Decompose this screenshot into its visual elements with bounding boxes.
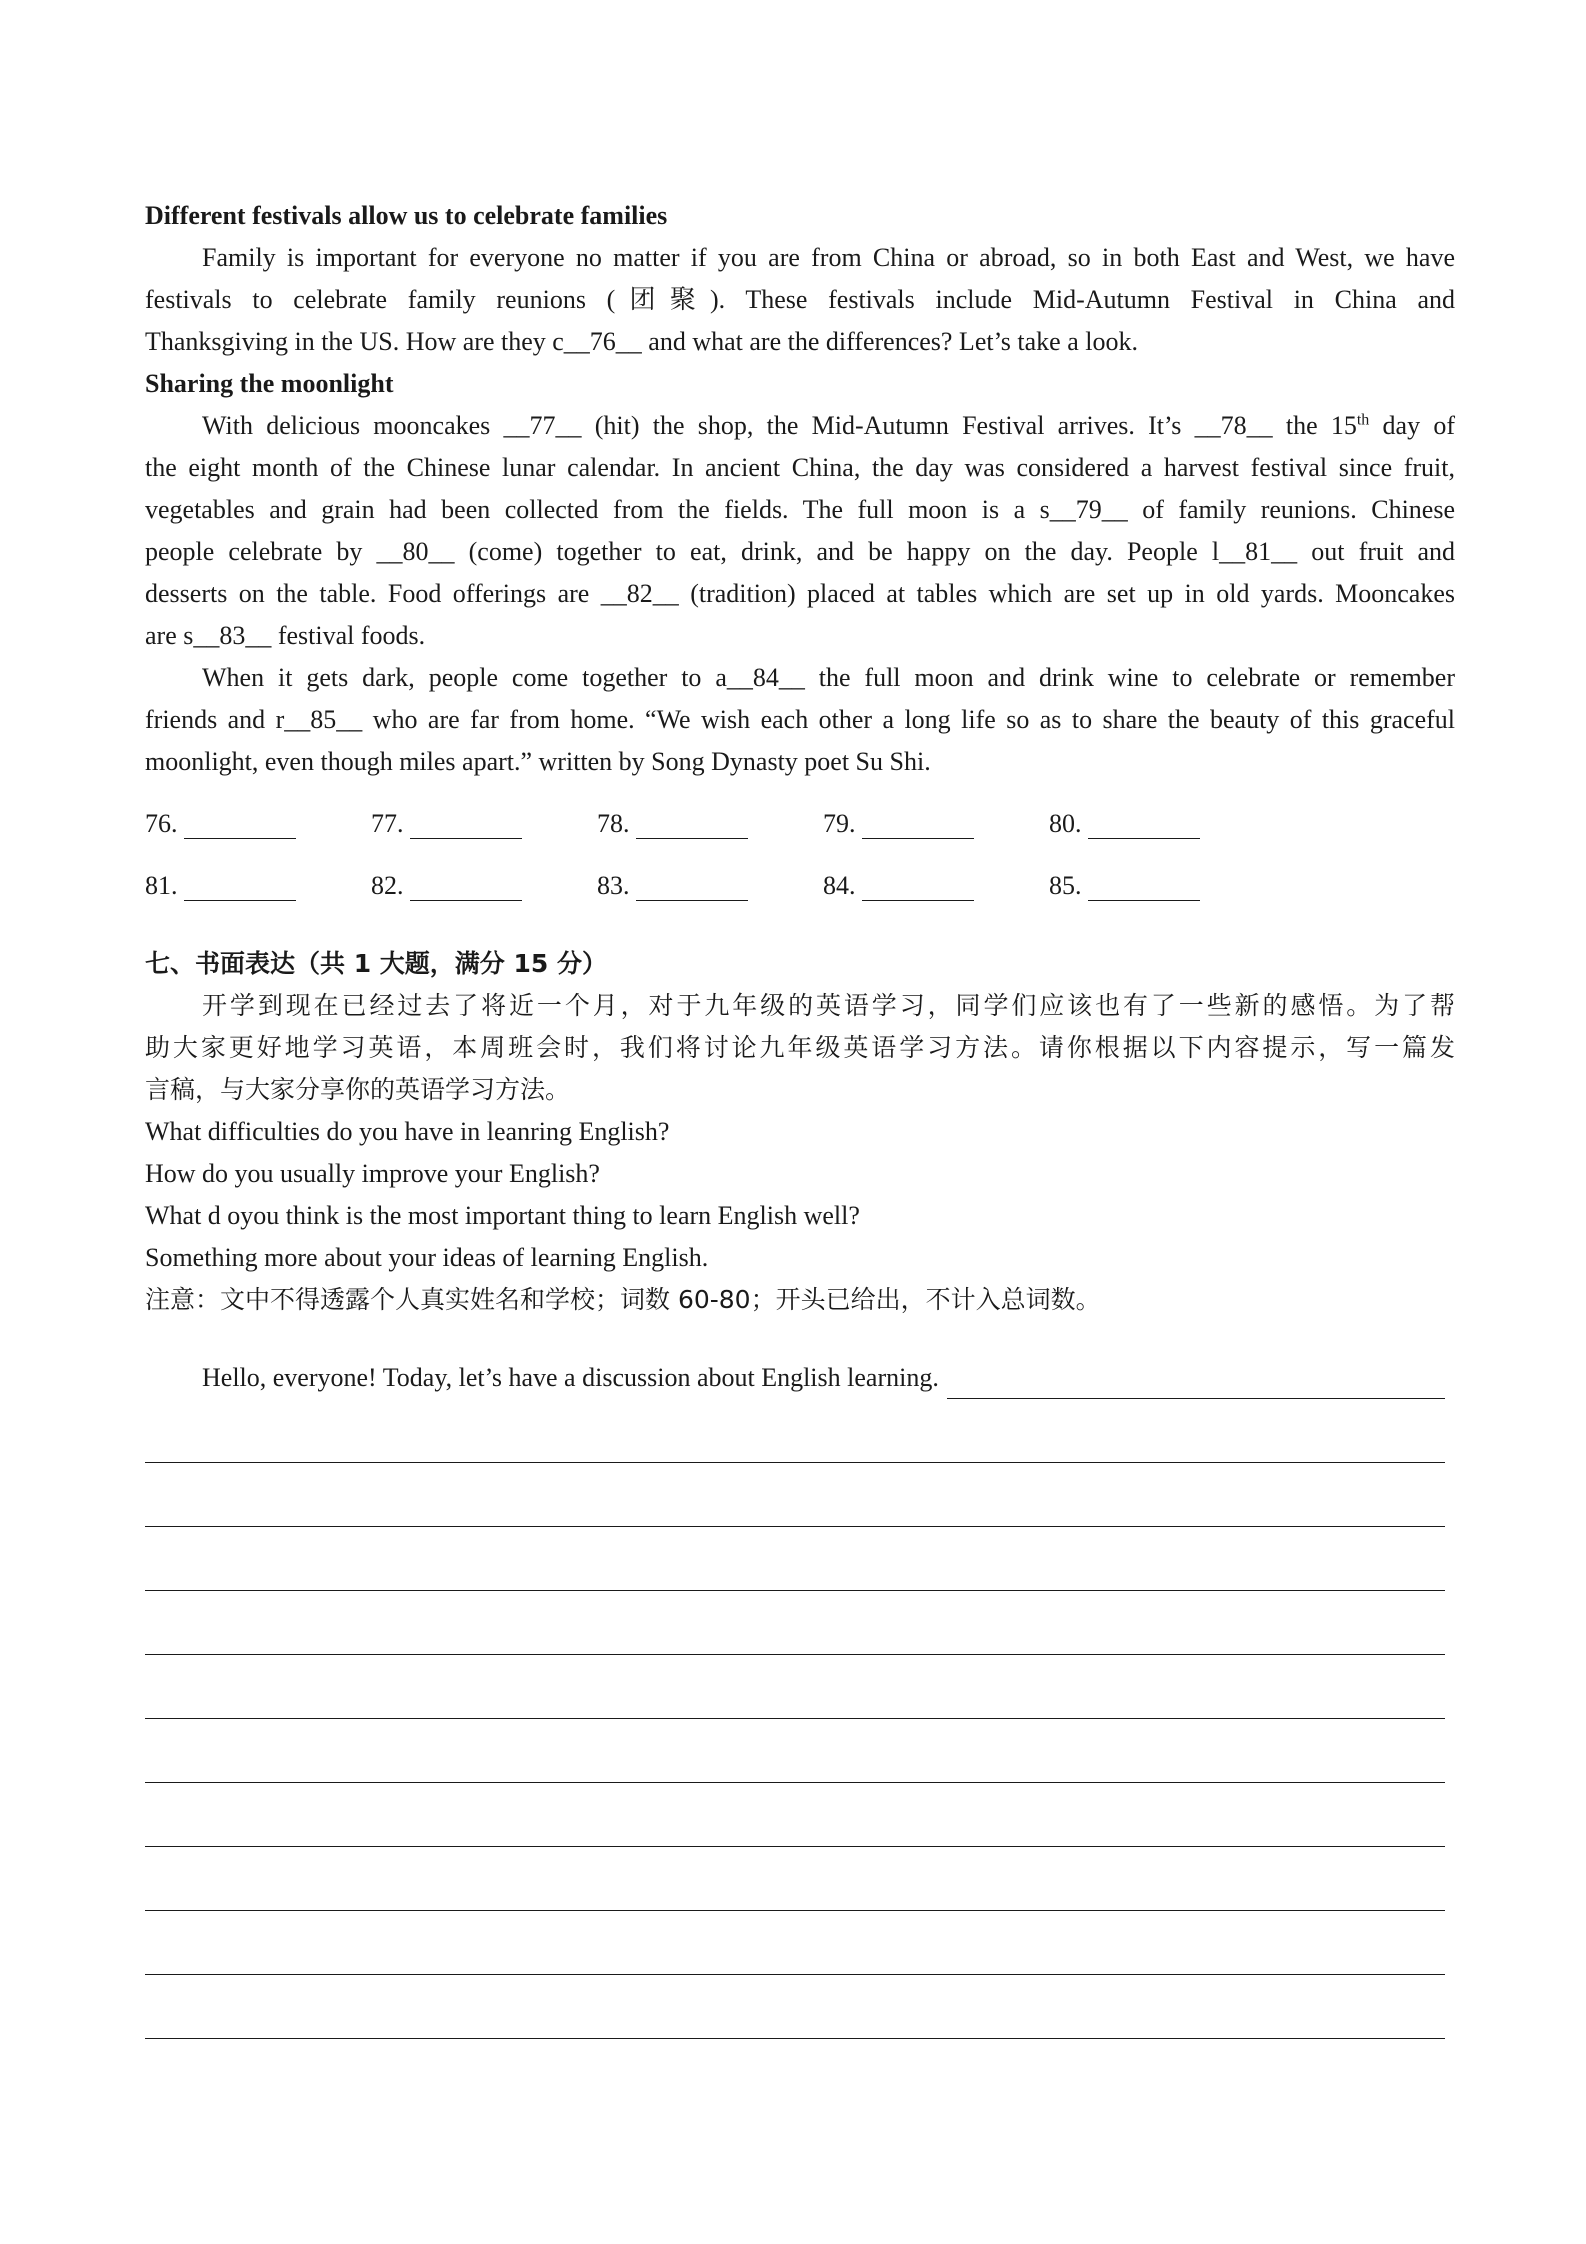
writing-line[interactable]	[145, 1399, 1445, 1463]
answer-item[interactable]	[371, 809, 597, 839]
section-7-title: 七、书面表达（共 1 大题，满分 15 分）	[145, 949, 608, 978]
passage-p2-line-1	[145, 405, 1455, 447]
passage-p2-line-5: desserts on the table. Food offerings are __82__ (tradition) placed at tables which are set up in old yards. Mooncakes	[145, 579, 1455, 608]
writing-line[interactable]	[145, 1655, 1445, 1719]
passage-p2-line-2: the eight month of the Chinese lunar calendar. In ancient China, the day was considered a harvest festival since fruit,	[145, 453, 1455, 482]
answer-number: 80.	[1049, 809, 1082, 838]
answer-item[interactable]	[597, 809, 823, 839]
answer-row	[145, 855, 1455, 917]
prompt-4: Something more about your ideas of learning English.	[145, 1243, 709, 1272]
passage-p1-line-3: Thanksgiving in the US. How are they c__76__ and what are the differences? Let’s take a look.	[145, 327, 1138, 356]
prompt-3: What d oyou think is the most important thing to learn English well?	[145, 1201, 860, 1230]
answer-blank[interactable]	[636, 878, 748, 901]
answer-item[interactable]	[823, 871, 1049, 901]
passage-p3-line-1: When it gets dark, people come together to a__84__ the full moon and drink wine to celebrate or remember	[202, 663, 1455, 692]
writing-line[interactable]	[145, 1975, 1445, 2039]
answer-number: 79.	[823, 809, 856, 838]
answer-blank[interactable]	[410, 816, 522, 839]
writing-line[interactable]	[145, 1527, 1445, 1591]
answer-blank[interactable]	[862, 878, 974, 901]
writing-line[interactable]	[145, 1911, 1445, 1975]
passage-p1-line-1: Family is important for everyone no matter if you are from China or abroad, so in both East and West, we have	[202, 243, 1455, 272]
answer-blanks	[145, 793, 1455, 917]
passage-p2-line-6: are s__83__ festival foods.	[145, 621, 426, 650]
writing-opening-row	[145, 1357, 1455, 1399]
answer-item[interactable]	[371, 871, 597, 901]
passage-p3-line-3: moonlight, even though miles apart.” written by Song Dynasty poet Su Shi.	[145, 747, 931, 776]
prompt-1: What difficulties do you have in leanring English?	[145, 1117, 670, 1146]
answer-blank[interactable]	[862, 816, 974, 839]
answer-number: 82.	[371, 871, 404, 900]
writing-line[interactable]	[145, 1591, 1445, 1655]
answer-blank[interactable]	[410, 878, 522, 901]
p2-line1-before: With delicious mooncakes __77__ (hit) the shop, the Mid-Autumn Festival arrives. It’s __78__ the 15	[202, 411, 1357, 440]
answer-item[interactable]	[597, 871, 823, 901]
passage-p3-line-2: friends and r__85__ who are far from home. “We wish each other a long life so as to share the beauty of this graceful	[145, 705, 1455, 734]
writing-line[interactable]	[145, 1719, 1445, 1783]
writing-line[interactable]	[145, 1847, 1445, 1911]
passage-title: Different festivals allow us to celebrate families	[145, 201, 668, 230]
answer-item[interactable]	[1049, 871, 1275, 901]
answer-item[interactable]	[145, 871, 371, 901]
passage-p1-line-2: festivals to celebrate family reunions (团聚). These festivals include Mid-Autumn Festival in China and	[145, 285, 1455, 314]
answer-number: 76.	[145, 809, 178, 838]
passage-p2-line-4: people celebrate by __80__ (come) together to eat, drink, and be happy on the day. People l__81__ out fruit and	[145, 537, 1455, 566]
writing-note: 注意：文中不得透露个人真实姓名和学校；词数 60-80；开头已给出，不计入总词数。	[145, 1285, 1101, 1314]
answer-row	[145, 793, 1455, 855]
p2-line1-after: day of	[1369, 411, 1455, 440]
answer-number: 77.	[371, 809, 404, 838]
section-7-intro-line-1: 开学到现在已经过去了将近一个月，对于九年级的英语学习，同学们应该也有了一些新的感悟。为了帮	[202, 991, 1455, 1020]
answer-item[interactable]	[1049, 809, 1275, 839]
answer-item[interactable]	[823, 809, 1049, 839]
answer-number: 78.	[597, 809, 630, 838]
answer-number: 81.	[145, 871, 178, 900]
answer-number: 83.	[597, 871, 630, 900]
answer-blank[interactable]	[1088, 816, 1200, 839]
answer-blank[interactable]	[184, 878, 296, 901]
answer-blank[interactable]	[1088, 878, 1200, 901]
answer-blank[interactable]	[636, 816, 748, 839]
passage-subtitle: Sharing the moonlight	[145, 369, 394, 398]
answer-number: 85.	[1049, 871, 1082, 900]
p2-line1-sup: th	[1356, 411, 1370, 429]
answer-item[interactable]	[145, 809, 371, 839]
writing-line[interactable]	[947, 1366, 1445, 1399]
answer-blank[interactable]	[184, 816, 296, 839]
section-7-intro-line-2: 助大家更好地学习英语，本周班会时，我们将讨论九年级英语学习方法。请你根据以下内容提示，写一篇发	[145, 1033, 1455, 1062]
prompt-2: How do you usually improve your English?	[145, 1159, 600, 1188]
writing-line[interactable]	[145, 1783, 1445, 1847]
writing-line[interactable]	[145, 1463, 1445, 1527]
answer-number: 84.	[823, 871, 856, 900]
passage-p2-line-3: vegetables and grain had been collected from the fields. The full moon is a s__79__ of family reunions. Chinese	[145, 495, 1455, 524]
section-7-intro-line-3: 言稿，与大家分享你的英语学习方法。	[145, 1075, 571, 1104]
exam-page	[145, 195, 1455, 2039]
writing-opening: Hello, everyone! Today, let’s have a discussion about English learning.	[202, 1363, 939, 1392]
